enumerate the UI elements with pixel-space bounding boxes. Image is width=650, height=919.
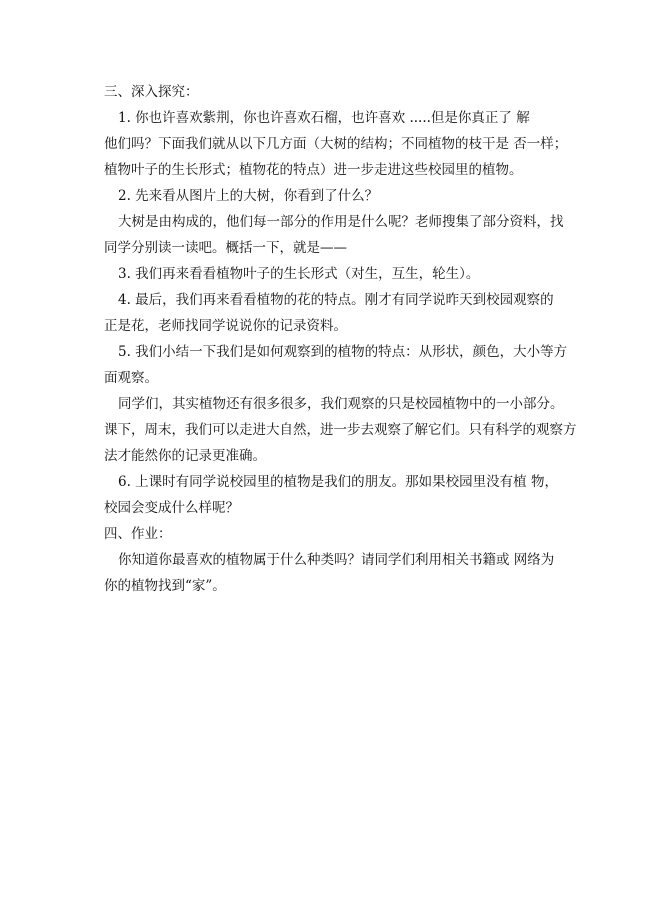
item-6-line-2: 校园会变成什么样呢？ [104, 500, 239, 516]
section-4-heading: 四、作业： [104, 526, 172, 542]
item-1-line-2: 他们吗？下面我们就从以下几方面（大树的结构；不同植物的枝干是 否一样； [104, 136, 568, 152]
item-2-paragraph-line-1: 大树是由构成的，他们每一部分的作用是什么呢？老师搜集了部分资料，找 [118, 214, 564, 230]
section-3-heading: 三、深入探究： [104, 84, 199, 100]
homework-line-2: 你的植物找到“家”。 [104, 578, 226, 594]
document-body [104, 79, 577, 599]
item-2-line-1: 2. 先来看从图片上的大树，你看到了什么？ [118, 188, 379, 204]
item-1-line-1: 1. 你也许喜欢紫荆，你也许喜欢石榴，也许喜欢 .....但是你真正了 解 [118, 110, 530, 126]
item-4-line-1: 4. 最后，我们再来看看植物的花的特点。刚才有同学说昨天到校园观察的 [118, 292, 554, 308]
summary-line-3: 法才能然你的记录更准确。 [104, 448, 266, 464]
item-1-line-3: 植物叶子的生长形式；植物花的特点）进一步走进这些校园里的植物。 [104, 162, 523, 178]
item-6-line-1: 6. 上课时有同学说校园里的植物是我们的朋友。那如果校园里没有植 物， [118, 474, 558, 490]
item-5-line-1: 5. 我们小结一下我们是如何观察到的植物的特点：从形状，颜色，大小等方 [118, 344, 568, 360]
summary-line-2: 课下，周末，我们可以走进大自然，进一步去观察了解它们。只有科学的观察方 [104, 422, 577, 438]
item-2-paragraph-line-2: 同学分别读一读吧。概括一下，就是—— [104, 240, 347, 256]
summary-line-1: 同学们，其实植物还有很多很多，我们观察的只是校园植物中的一小部分。 [118, 396, 564, 412]
item-3-line-1: 3. 我们再来看看植物叶子的生长形式（对生，互生，轮生）。 [118, 266, 480, 282]
homework-line-1: 你知道你最喜欢的植物属于什么种类吗？请同学们利用相关书籍或 网络为 [118, 552, 555, 568]
item-4-line-2: 正是花，老师找同学说说你的记录资料。 [104, 318, 347, 334]
item-5-line-2: 面观察。 [104, 370, 158, 386]
